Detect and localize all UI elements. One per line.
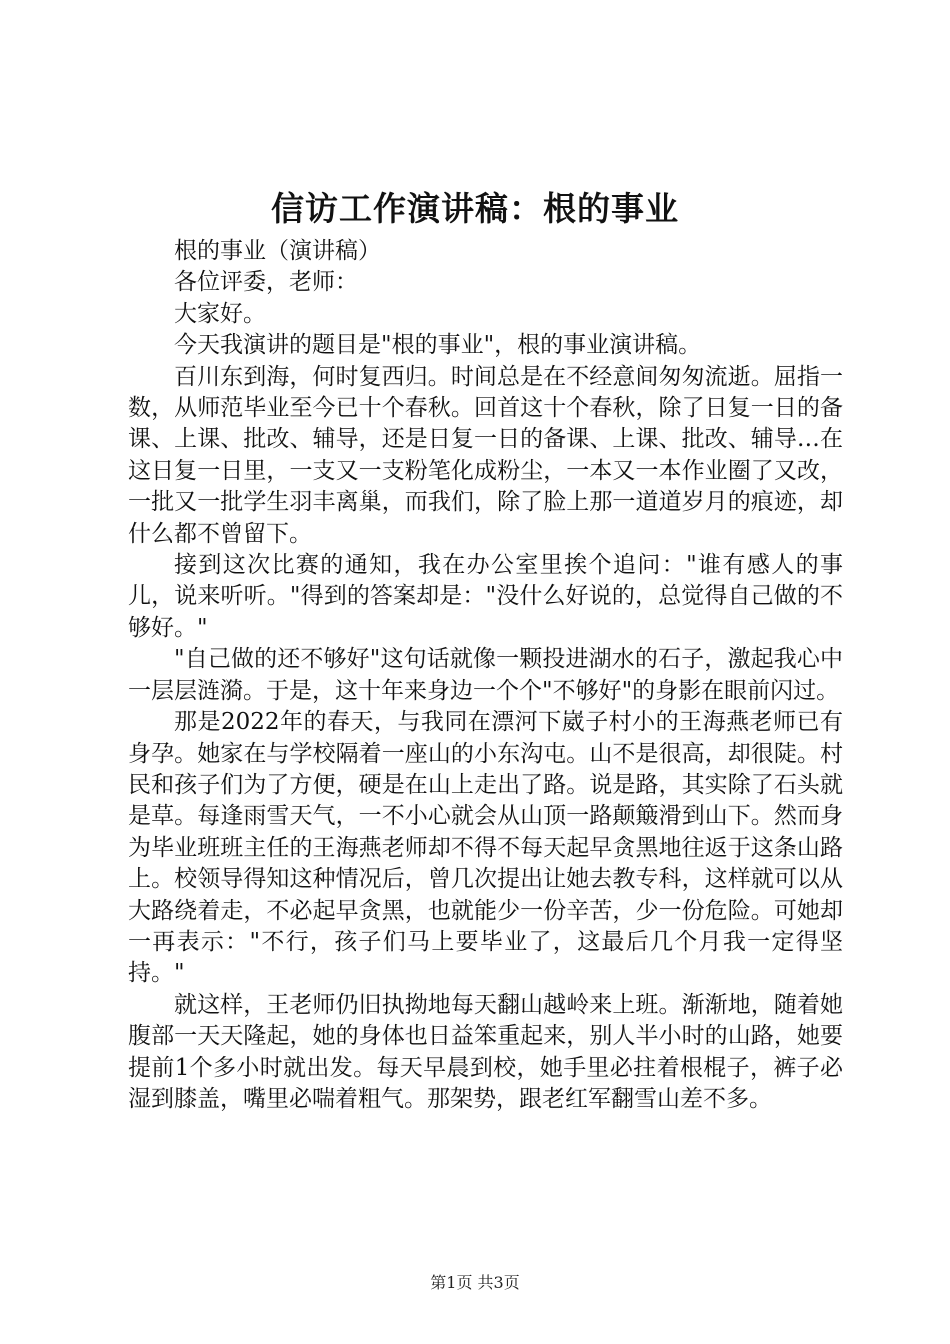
paragraph-body: 那是2022年的春天，与我同在漂河下崴子村小的王海燕老师已有身孕。她家在与学校隔着一座山的小东沟屯。山不是很高，却很陡。村民和孩子们为了方便，硬是在山上走出了路。说是路，其实除了石头就是草。每逢雨雪天气，一不小心就会从山顶一路颠簸滑到山下。然而身为毕业班班主任的王海燕老师却不得不每天起早贪黑地往返于这条山路上。校领导得知这种情况后，曾几次提出让她去教专科，这样就可以从大路绕着走，不必起早贪黑，也就能少一份辛苦，少一份危险。可她却一再表示："不行，孩子们马上要毕业了，这最后几个月我一定得坚持。" bbox=[128, 709, 843, 987]
paragraph-body: 百川东到海，何时复西归。时间总是在不经意间匆匆流逝。屈指一数，从师范毕业至今已十个春秋。回首这十个春秋，除了日复一日的备课、上课、批改、辅导，还是日复一日的备课、上课、批改、辅导…在这日复一日里，一支又一支粉笔化成粉尘，一本又一本作业圈了又改，一批又一批学生羽丰离巢，而我们，除了脸上那一道道岁月的痕迹，却什么都不曾留下。 bbox=[128, 363, 843, 547]
paragraph-greeting: 大家好。 bbox=[174, 300, 266, 327]
document-title: 信访工作演讲稿：根的事业 bbox=[271, 189, 679, 228]
paragraph-topic: 今天我演讲的题目是"根的事业"，根的事业演讲稿。 bbox=[174, 332, 702, 359]
paragraph-body: 就这样，王老师仍旧执拗地每天翻山越岭来上班。渐渐地，随着她腹部一天天隆起，她的身体也日益笨重起来，别人半小时的山路，她要提前1个多小时就出发。每天早晨到校，她手里必拄着根棍子，裤子必湿到膝盖，嘴里必喘着粗气。那架势，跟老红军翻雪山差不多。 bbox=[128, 991, 843, 1112]
document-body bbox=[128, 236, 843, 1115]
paragraph-body: "自己做的还不够好"这句话就像一颗投进湖水的石子，激起我心中一层层涟漪。于是，这十年来身边一个个"不够好"的身影在眼前闪过。 bbox=[128, 646, 843, 704]
paragraph-body: 接到这次比赛的通知，我在办公室里挨个追问："谁有感人的事儿，说来听听。"得到的答案却是："没什么好说的，总觉得自己做的不够好。" bbox=[128, 552, 843, 641]
paragraph-salutation: 各位评委，老师： bbox=[174, 269, 358, 296]
paragraph-subtitle: 根的事业（演讲稿） bbox=[174, 238, 381, 264]
page-number: 第1页 共3页 bbox=[430, 1273, 520, 1292]
